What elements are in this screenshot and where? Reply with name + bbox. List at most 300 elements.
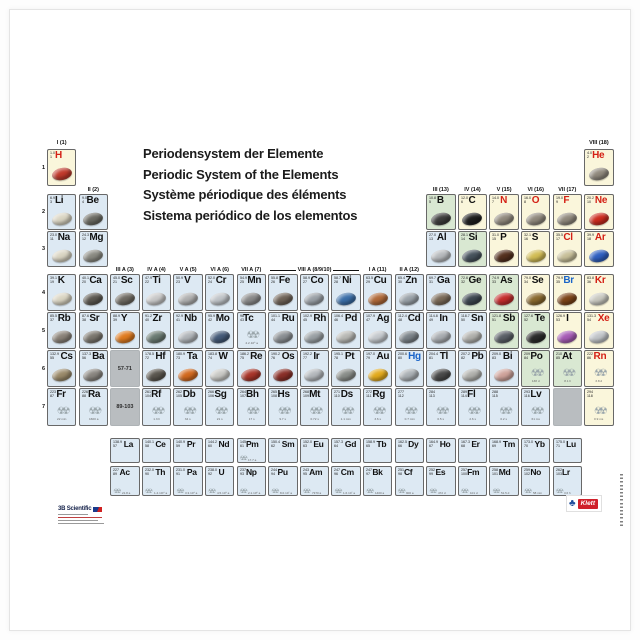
radioactive-icon: ☢☢ 3.3·10⁴ a	[176, 489, 198, 495]
element-symbol: Ag	[376, 313, 390, 324]
mass-and-number: 210 85	[555, 352, 562, 360]
element-symbol: Ti	[152, 275, 161, 286]
element-Se	[521, 274, 550, 311]
element-symbol: Xe	[597, 313, 610, 324]
nuclide-notation	[145, 314, 162, 324]
element-sample-photo	[51, 211, 73, 227]
nuclide-notation	[461, 276, 481, 286]
nuclide-notation	[303, 390, 320, 400]
element-I	[553, 312, 582, 349]
element-sample-photo	[588, 166, 610, 182]
mass-and-number: 127.6 52	[524, 314, 534, 322]
mass-and-number: 74.9 33	[492, 276, 500, 284]
element-Pb	[458, 350, 487, 387]
group-label-VIII-18-: VIII (18)	[589, 140, 609, 146]
nuclide-notation	[113, 440, 133, 450]
group-label-VII-17-: VII (17)	[558, 186, 577, 193]
element-Fe	[268, 274, 297, 311]
nuclide-notation	[113, 276, 132, 286]
element-symbol: Md	[498, 467, 511, 477]
element-symbol: Ca	[89, 275, 102, 286]
mass-and-number: 85.5 37	[50, 314, 58, 322]
mass-and-number: 106.4 46	[334, 314, 344, 322]
nuclide-notation	[208, 468, 224, 478]
half-life-label: 1.4·10¹⁰ a	[153, 491, 167, 495]
element-sample-photo	[82, 211, 104, 227]
element-Pr	[173, 438, 202, 463]
element-symbol: Cd	[407, 313, 421, 324]
element-symbol: Ne	[594, 195, 608, 206]
element-symbol: Dy	[408, 439, 419, 449]
element-symbol: Db	[182, 389, 196, 400]
nuclide-notation	[556, 276, 574, 286]
element-symbol: Sm	[281, 439, 295, 449]
element-symbol: Cs	[60, 351, 73, 362]
radioactive-icon: ☢☢ 1.1 min	[332, 407, 359, 423]
element-Ni	[331, 274, 360, 311]
element-symbol: Am	[309, 467, 323, 477]
element-Ho	[426, 438, 455, 463]
element-sample-photo	[145, 329, 167, 345]
mass-and-number: 98 43	[239, 314, 244, 322]
mass-and-number: 10.8 5	[429, 196, 437, 204]
nuclide-notation	[429, 352, 448, 362]
mass-and-number: 158.9 65	[366, 440, 376, 448]
mass-and-number: 83.8 36	[587, 276, 595, 284]
period-number-1: 1	[41, 164, 45, 171]
element-symbol: Ga	[436, 275, 450, 286]
mass-and-number: 223 87	[50, 390, 57, 398]
element-symbol: W	[218, 351, 228, 362]
element-symbol: C	[468, 195, 476, 206]
mass-and-number: 126.9 53	[555, 314, 565, 322]
placeholder-89-103	[110, 388, 139, 426]
element-symbol: V	[184, 275, 191, 286]
mass-and-number: 243 95	[302, 468, 309, 476]
element-Ca	[79, 274, 108, 311]
radioactive-icon: ☢☢ 21.8 a	[113, 489, 131, 495]
half-life-label: 21 s	[216, 417, 223, 422]
element-symbol: No	[530, 467, 542, 477]
element-Al	[426, 231, 455, 267]
mass-and-number: 262 105	[176, 390, 183, 398]
nuclide-notation	[587, 314, 609, 324]
half-life-label: 51.5 d	[501, 491, 510, 495]
mass-and-number: 144.2 60	[208, 440, 218, 448]
element-W	[205, 350, 234, 387]
element-Cd	[395, 312, 424, 349]
mass-and-number: 157.3 64	[334, 440, 344, 448]
mass-and-number: 24.3 12	[81, 233, 89, 241]
nuclide-notation	[50, 196, 63, 206]
nuclide-notation	[145, 352, 165, 362]
half-life-label: 61 ms	[531, 417, 540, 422]
element-Nb	[173, 312, 202, 349]
element-symbol: Rf	[151, 389, 162, 400]
element-symbol: Mg	[89, 232, 104, 243]
element-Os	[268, 350, 297, 387]
nuclide-notation	[492, 390, 500, 400]
element-Pm	[237, 438, 266, 463]
element-symbol: Yb	[534, 439, 545, 449]
element-Dy	[395, 438, 424, 463]
nuclide-notation	[271, 468, 288, 478]
nuclide-notation	[208, 352, 228, 362]
element-Rf	[142, 388, 171, 426]
element-F	[553, 194, 582, 230]
element-Li	[47, 194, 76, 230]
mass-and-number: 244 94	[271, 468, 278, 476]
mass-and-number: 268 109	[302, 390, 309, 398]
element-No	[521, 466, 550, 496]
mass-and-number: 114.8 49	[429, 314, 438, 322]
element-Ar	[584, 231, 613, 267]
half-life-label: 58 min	[532, 491, 542, 495]
nuclide-notation	[240, 352, 263, 362]
half-life-label: 1600 a	[88, 417, 99, 422]
element-Rg	[363, 388, 392, 426]
element-symbol: Ds	[340, 389, 353, 400]
element-sample-photo	[525, 211, 547, 227]
element-sample-photo	[303, 291, 325, 307]
element-Tm	[489, 438, 518, 463]
element-symbol: Np	[245, 467, 257, 477]
half-life-label: 3.3·10⁴ a	[185, 491, 198, 495]
radioactive-icon: ☢☢ 900 a	[397, 489, 414, 495]
group-label-II-2-: II (2)	[87, 186, 99, 193]
element-Mg	[79, 231, 108, 267]
mass-and-number: 252 99	[429, 468, 436, 476]
nuclide-notation	[524, 352, 543, 362]
mass-and-number: 192.2 77	[302, 352, 312, 360]
element-sample-photo	[335, 329, 357, 345]
mass-and-number: 195.1 78	[334, 352, 344, 360]
poster	[9, 9, 631, 631]
element-115	[489, 388, 518, 426]
half-life-label: 0.7 min	[404, 417, 415, 422]
nuclide-notation	[303, 468, 322, 478]
element-symbol: Fe	[278, 275, 290, 286]
mass-and-number: 88.9 39	[113, 314, 121, 322]
element-sample-photo	[335, 367, 357, 383]
radioactive-icon: ☢☢ 2.1·10⁶ a	[239, 489, 261, 495]
nuclide-notation	[366, 314, 389, 324]
radioactive-icon: ☢☢ 1.6·10⁷ a	[334, 489, 356, 495]
element-symbol: Sr	[89, 313, 100, 324]
mass-and-number: 164.9 67	[429, 440, 439, 448]
nuclide-notation	[524, 196, 539, 206]
element-symbol: Au	[376, 351, 390, 362]
half-life-label: 8.1 h	[563, 378, 571, 383]
element-Co	[300, 274, 329, 311]
half-life-label: 21.8 a	[121, 491, 131, 495]
half-life-label: 1.6·10⁷ a	[343, 491, 356, 495]
element-Zn	[395, 274, 424, 311]
element-Na	[47, 231, 76, 267]
element-sample-photo	[51, 248, 73, 264]
mass-and-number: 145 61	[239, 440, 246, 448]
half-life-label: 3.6 s	[374, 417, 382, 422]
element-sample-photo	[51, 367, 73, 383]
element-symbol: Zn	[405, 275, 417, 286]
element-Sg	[205, 388, 234, 426]
mass-and-number: 28.1 14	[460, 233, 468, 241]
mass-and-number: 204.4 81	[429, 352, 439, 360]
element-Te	[521, 312, 550, 349]
element-symbol: Rn	[593, 351, 607, 362]
element-symbol: Co	[310, 275, 324, 286]
radioactive-icon: ☢☢ 58 min	[524, 489, 542, 495]
element-At	[553, 350, 582, 387]
mass-and-number: 265 108	[271, 390, 278, 398]
mass-and-number: 58.9 27	[302, 276, 310, 284]
mass-and-number: 272 111	[366, 390, 373, 398]
element-Bk	[363, 466, 392, 496]
element-Pt	[331, 350, 360, 387]
mass-and-number: 79.0 34	[524, 276, 532, 284]
element-symbol: Ac	[119, 467, 130, 477]
element-sample-photo	[556, 248, 578, 264]
mass-and-number: 259 102	[524, 468, 531, 476]
element-Ge	[458, 274, 487, 311]
mass-and-number: 4.0 2	[587, 151, 593, 159]
nuclide-notation	[271, 276, 290, 286]
element-Db	[173, 388, 202, 426]
element-sample-photo	[461, 329, 483, 345]
group-label-I-A-11-: I A (11)	[368, 266, 387, 273]
nuclide-notation	[145, 276, 161, 286]
nuclide-notation	[240, 440, 259, 450]
element-symbol: F	[563, 195, 570, 206]
placeholder-range-label: 57-71	[117, 365, 132, 372]
element-symbol: Rb	[57, 313, 71, 324]
element-sample-photo	[145, 291, 167, 307]
element-sample-photo	[272, 367, 294, 383]
mass-and-number: 39.9 18	[587, 233, 595, 241]
element-sample-photo	[114, 329, 136, 345]
mass-and-number: 247 96	[334, 468, 341, 476]
element-sample-photo	[588, 329, 610, 345]
nuclide-notation	[524, 233, 538, 243]
nuclide-notation	[176, 440, 195, 450]
mass-and-number: 31.0 15	[492, 233, 500, 241]
element-Ir	[300, 350, 329, 387]
publisher-block	[58, 506, 104, 524]
nuclide-notation	[366, 440, 386, 450]
half-life-label: 101 d	[469, 491, 478, 495]
element-symbol: Sn	[470, 313, 484, 324]
mass-and-number: 118.7 50	[460, 314, 470, 322]
nuclide-notation	[461, 440, 480, 450]
nuclide-notation	[492, 352, 512, 362]
nuclide-notation	[208, 440, 229, 450]
element-sample-photo	[303, 329, 325, 345]
nuclide-notation	[429, 390, 437, 400]
nuclide-notation	[50, 151, 62, 161]
element-Ac	[110, 466, 139, 496]
element-sample-photo	[303, 367, 325, 383]
radioactive-icon: ☢☢ 0.2 s	[490, 407, 517, 423]
mass-and-number: 197.0 79	[366, 352, 376, 360]
nuclide-notation	[366, 390, 385, 400]
mass-and-number: 20.2 10	[587, 196, 595, 204]
mass-and-number: 55.8 26	[271, 276, 279, 284]
mass-and-number: 131.3 54	[587, 314, 597, 322]
element-sample-photo	[493, 211, 515, 227]
placeholder-range-label: 89-103	[116, 404, 134, 410]
radioactive-icon: ☢☢ 138 d	[522, 369, 549, 385]
half-life-label: 900 a	[406, 491, 414, 495]
mass-and-number: 180.9 73	[176, 352, 186, 360]
element-Lv	[521, 388, 550, 426]
element-Ra	[79, 388, 108, 426]
klett-logo-text: Klett	[578, 499, 598, 509]
mass-and-number: 72.6 32	[460, 276, 468, 284]
element-symbol: Be	[86, 195, 99, 206]
nuclide-notation	[240, 468, 257, 478]
element-Re	[237, 350, 266, 387]
mass-and-number: 9.0 4	[81, 196, 87, 204]
element-Pd	[331, 312, 360, 349]
nuclide-notation	[271, 440, 294, 450]
publisher-logo-text: 3B Scientific	[58, 506, 92, 512]
mass-and-number: 140.1 58	[144, 440, 154, 448]
element-symbol: Br	[563, 275, 574, 286]
element-symbol: Ba	[92, 351, 105, 362]
element-symbol: Re	[250, 351, 263, 362]
mass-and-number: 87.6 38	[81, 314, 89, 322]
nuclide-notation	[82, 352, 105, 362]
nuclide-notation	[176, 314, 196, 324]
element-symbol: Se	[531, 275, 544, 286]
nuclide-notation	[492, 468, 510, 478]
element-symbol: Er	[471, 439, 480, 449]
nuclide-notation	[82, 196, 99, 206]
nuclide-notation	[524, 390, 541, 400]
nuclide-notation	[334, 314, 357, 324]
element-sample-photo	[272, 329, 294, 345]
mass-and-number: 175.0 71	[555, 440, 565, 448]
mass-and-number: 1.0 1	[50, 151, 56, 159]
element-Sr	[79, 312, 108, 349]
element-symbol: Cr	[215, 275, 227, 286]
element-O	[521, 194, 550, 230]
nuclide-notation	[556, 314, 569, 324]
element-Cm	[331, 466, 360, 496]
element-sample-photo	[493, 248, 515, 264]
element-Pa	[173, 466, 202, 496]
element-Mn	[237, 274, 266, 311]
element-sample-photo	[430, 248, 452, 264]
element-symbol: At	[561, 351, 572, 362]
radioactive-icon: ☢☢ 1.4·10¹⁰ a	[144, 489, 167, 495]
mass-and-number: 45.0 21	[113, 276, 121, 284]
nuclide-notation	[334, 440, 356, 450]
element-sample-photo	[493, 291, 515, 307]
nuclide-notation	[303, 314, 326, 324]
element-symbol: U	[218, 467, 225, 477]
mass-and-number: 237 93	[239, 468, 246, 476]
element-symbol: Li	[54, 195, 64, 206]
element-symbol: K	[57, 275, 65, 286]
period-number-2: 2	[41, 209, 45, 215]
half-life-label: 1.1 min	[340, 417, 352, 422]
element-N	[489, 194, 518, 230]
mass-and-number: 262 103	[555, 468, 562, 476]
group-label-II-A-12-: II A (12)	[399, 266, 420, 273]
element-Be	[79, 194, 108, 230]
half-life-label: 8.0·10⁷ a	[279, 491, 293, 495]
radioactive-icon: ☢☢ 0.72 s	[301, 407, 328, 423]
element-sample-photo	[209, 329, 231, 345]
nuclide-notation	[366, 276, 386, 286]
element-Ba	[79, 350, 108, 387]
nuclide-notation	[492, 314, 515, 324]
mass-and-number: 58.7 28	[334, 276, 342, 284]
element-Ga	[426, 274, 455, 311]
element-Sm	[268, 438, 297, 463]
radioactive-icon: ☢☢ 0.7 min	[396, 407, 423, 423]
mass-and-number: 138.9 57	[113, 440, 123, 448]
mass-and-number: 190.2 76	[271, 352, 281, 360]
element-Tl	[426, 350, 455, 387]
element-symbol: Lu	[566, 439, 576, 449]
element-symbol: Ce	[155, 439, 166, 449]
element-symbol: Pd	[344, 313, 358, 324]
element-symbol: Hs	[277, 389, 290, 400]
element-symbol: Th	[155, 467, 166, 477]
mass-and-number: 257 100	[460, 468, 467, 476]
element-symbol: Ho	[439, 439, 451, 449]
element-sample-photo	[525, 248, 547, 264]
placeholder-blank	[553, 388, 582, 426]
nuclide-notation	[113, 468, 130, 478]
half-life-label: 3.6 h	[564, 491, 572, 495]
element-P	[489, 231, 518, 267]
group-label-V-A-5-: V A (5)	[179, 266, 197, 273]
element-Po	[521, 350, 550, 387]
nuclide-notation	[429, 276, 449, 286]
half-life-label: 1400 a	[374, 491, 384, 495]
mass-and-number: 209.0 83	[492, 352, 502, 360]
radioactive-icon: ☢☢ 101 d	[460, 489, 478, 495]
half-life-label: 9.7 s	[279, 417, 287, 422]
half-life-label: 0.9 ms	[594, 417, 604, 422]
element-symbol: Bi	[502, 351, 513, 362]
element-symbol: Cu	[373, 275, 387, 286]
nuclide-notation	[303, 276, 323, 286]
element-symbol: Pu	[277, 467, 288, 477]
element-112	[395, 388, 424, 426]
mass-and-number: 54.9 25	[239, 276, 247, 284]
element-sample-photo	[525, 291, 547, 307]
element-sample-photo	[177, 367, 199, 383]
mass-and-number: 266 106	[208, 390, 215, 398]
mass-and-number: 137.3 56	[81, 352, 91, 360]
nuclide-notation	[82, 233, 104, 243]
nuclide-notation	[461, 352, 484, 362]
element-symbol: Es	[435, 467, 446, 477]
element-sample-photo	[556, 291, 578, 307]
element-Hf	[142, 350, 171, 387]
nuclide-notation	[524, 440, 545, 450]
element-symbol: Ra	[87, 389, 101, 400]
nuclide-notation	[50, 276, 65, 286]
half-life-label: 17.7 a	[248, 458, 257, 462]
element-symbol: Y	[120, 313, 128, 324]
nuclide-notation	[556, 468, 570, 478]
element-Nd	[205, 438, 234, 463]
